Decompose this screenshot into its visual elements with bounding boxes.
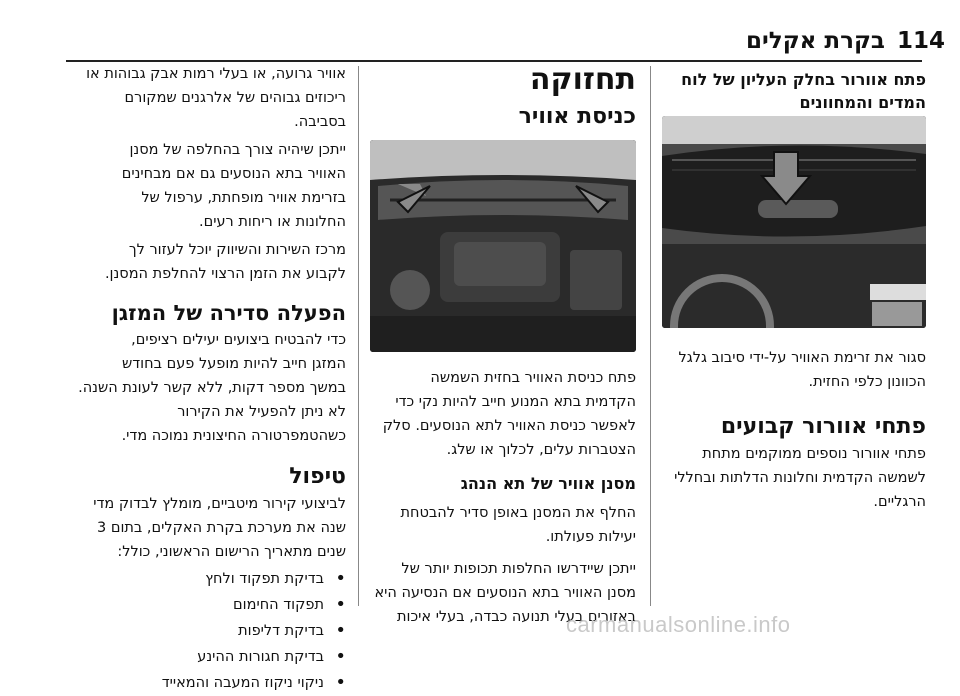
right-column-text (662, 346, 926, 514)
left-column (66, 62, 346, 696)
maintenance-title: תחזוקה (529, 62, 636, 97)
watermark: carmanualsonline.info (566, 612, 791, 637)
middle-column-head (370, 62, 636, 132)
page-number: 114 (897, 28, 946, 54)
column-divider-left (358, 66, 359, 606)
pollen-filter-text-2: ייתכן שיידרשו החלפות תכופות יותר של מסנן האוויר בתא הנוסעים אם הנסיעה היא באזורים בעלי תנועה כבדה, בעלי איכות (374, 561, 636, 625)
pollen-filter-text-1: החלף את המסנן באופן סדיר להבטחת יעילות פעולתו. (400, 505, 636, 545)
service-centre-text: מרכז השירות והשיווק יוכל לעזור לך לקבוע את הזמן הרצוי להחלפת המסנן. (104, 242, 346, 282)
pollen-filter-title: מסנן אוויר של תא הנהג (460, 474, 636, 493)
engine-bay-illustration (370, 140, 636, 352)
service-title: טיפול (289, 464, 346, 489)
filter-replacement-text: ייתכן שיהיה צורך בהחלפה של מסנן האוויר בתא הנוסעים גם אם מבחינים בזרימת אוויר מופחתת, ערפול של החלונות או ריחות רעים. (121, 142, 346, 230)
fixed-vents-title: פתחי אוורור קבועים (720, 414, 926, 439)
service-checklist (66, 566, 346, 696)
ac-operation-text: כדי להבטיח ביצועים יעילים רציפים, המזגן חייב להיות מופעל פעם בחודש במשך מספר דקות, ללא קשר לעונת השנה. לא ניתן להפעיל את הקירור כשהטמפרטורה החיצונית נמוכה מדי. (78, 332, 346, 444)
list-item: • ניקוי ניקוז המעבה והמאייד (66, 670, 346, 696)
dashboard-vent-illustration (662, 116, 926, 328)
dash-vent-title: פתח אוורור בחלק העליון של לוח המדים והמחוונים (681, 70, 926, 112)
ac-operation-title: הפעלה סדירה של המזגן (111, 301, 346, 325)
list-item: • בדיקת דליפות (66, 618, 346, 644)
air-intake-text: פתח כניסת האוויר בחזית השמשה הקדמית בתא המנוע חייב להיות נקי כדי לאפשר כניסת האוויר לתא הנוסעים. סלק הצטברות עלים, לכלוך או שלג. (382, 370, 636, 458)
section-title: בקרת אקלים (746, 28, 885, 54)
filter-text-continued: אוויר גרועה, או בעלי רמות אבק גבוהות או ריכוזים גבוהים של אלרגנים שמקורם בסביבה. (86, 66, 346, 130)
dash-vent-text: סגור את זרימת האוויר על-ידי סיבוב גלגל הכוונון כלפי החזית. (678, 350, 926, 390)
air-intake-title: כניסת אוויר (518, 104, 636, 129)
service-text: לביצועי קירור מיטביים, מומלץ לבדוק מדי שנה את מערכת בקרת האקלים, בתום 3 שנים מתאריך הרישום הראשוני, כולל: (93, 496, 346, 560)
list-item: • בדיקת תפקוד ולחץ (66, 566, 346, 592)
right-column (662, 68, 926, 114)
engine-bay-photo (370, 140, 636, 352)
column-divider-right (650, 66, 651, 606)
list-item: • תפקוד החימום (66, 592, 346, 618)
dashboard-vent-photo (662, 116, 926, 328)
fixed-vents-text: פתחי אוורור נוספים ממוקמים מתחת לשמשה הקדמית וחלונות הדלתות ובחללי הרגליים. (674, 446, 926, 510)
list-item: • בדיקת חגורות ההינע (66, 644, 346, 670)
middle-column-text (370, 366, 636, 629)
